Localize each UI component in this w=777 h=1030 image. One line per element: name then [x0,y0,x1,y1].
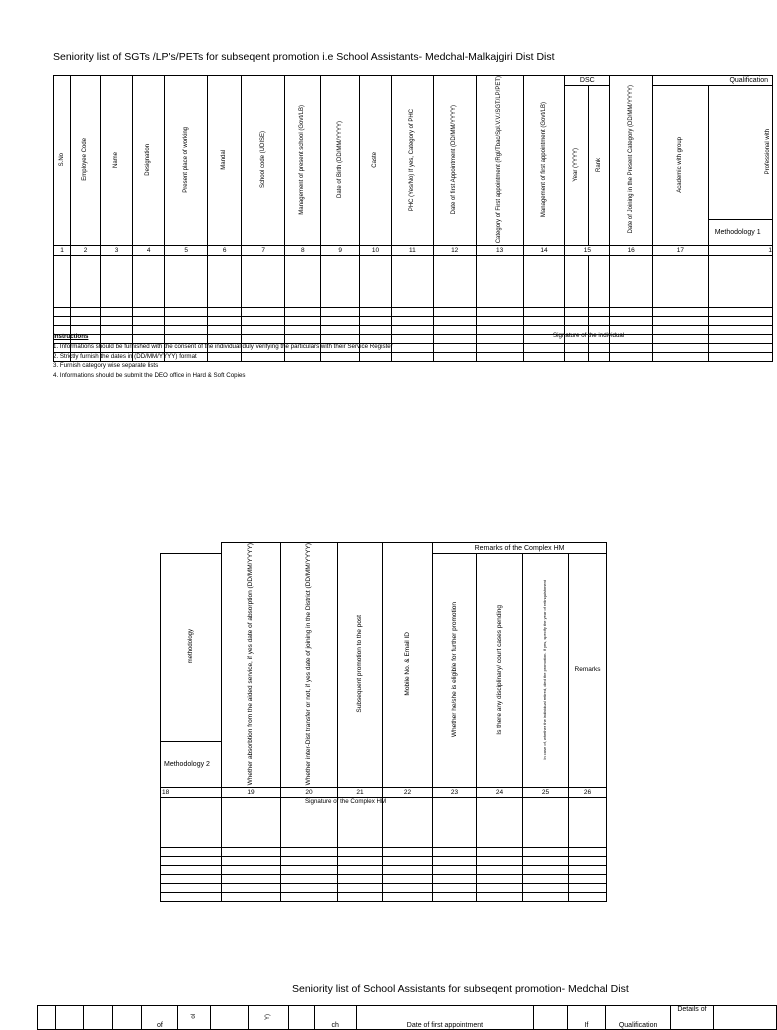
column-number-row: 18 19 20 21 22 23 24 25 26 [161,788,607,798]
seniority-table-1 [53,75,773,362]
col-date-first-appointment-header: Date of first Appointment (DD/MM/YYYY) [433,76,476,246]
col-academic-header: Academic with group [653,86,709,246]
table-row [161,893,607,902]
fragment-e: Date of first appointment [356,1006,533,1030]
col-inter-dist-header: Whether inter-Dist transfer or not, if yes date of joining in the District (DD/MM/YYYY) [281,543,338,788]
fragment-a: of [142,1006,178,1030]
fragment-b: ol [178,1006,211,1030]
col-school-code-header: School code (UDISE) [242,76,285,246]
col-sno-header: S.No [54,76,71,246]
col-relinquish-header: In case of, whether the individual retired, died the promotion. If yes, specify the year of relinquishment [523,554,569,788]
fragment-c: Y) [249,1006,289,1030]
fragment-f: If [567,1006,605,1030]
table-row [161,857,607,866]
section3-title: Seniority list of School Assistants for subseqent promotion- Medchal Dist [292,983,629,995]
col-remarks-header: Remarks [569,554,607,788]
col-professional-header: Professional with [708,86,772,220]
fragment-h: Details of [671,1006,713,1030]
instruction-item: 3. Furnish category wise separate lists [53,362,159,370]
seniority-table-3 [37,1005,777,1030]
col-disciplinary-header: Is there any disciplinary/ court cases pending [477,554,523,788]
column-number-row: 1 2 3 4 5 6 7 8 9 10 11 12 13 14 15 16 17 1 [54,246,773,256]
signature-individual: Signature of the individual [553,332,625,339]
section1-title: Seniority list of SGTs /LP's/PETs for subseqent promotion i.e School Assistants- Medchal-Malkajgiri Dist Dist [53,51,555,63]
methodology-2-header: Methodology 2 [161,741,222,788]
col-employee-code-header: Employee Code [71,76,101,246]
instructions [53,332,393,381]
col-phc-header: PHC (Yes/No) If yes, Category of PHC [392,76,434,246]
remarks-complex-hm-header: Remarks of the Complex HM [433,543,607,554]
col-management-first-header: Management of first appointment (Govt/LB) [523,76,565,246]
fragment-d: ch [314,1006,356,1030]
col-management-present-header: Management of present school (Govt/LB) [285,76,321,246]
methodology-top-header: methodology [161,554,222,742]
col-dsc-year-header: Year (YYYY) [565,86,589,246]
instruction-item: 4. Informations should be submit the DEO office in Hard & Soft Copies [53,372,246,380]
methodology-1-header: Methodology 1 [708,220,772,246]
table-row [161,875,607,884]
col-mandal-header: Mandal [208,76,242,246]
col-dob-header: Date of Birth (DD/MM/YYYY) [321,76,360,246]
col-designation-header: Designation [133,76,165,246]
seniority-table-3-wrapper [37,1005,768,1029]
col-category-first-appointment-header: Category of First appointment (Rgl/Tbac/Spl.V.V./SGT/LP/PET) [476,76,523,246]
seniority-table-2-wrapper [160,542,606,796]
col-caste-header: Caste [359,76,391,246]
table-row [161,798,607,848]
seniority-table-1-wrapper [53,75,772,310]
fragment-g: Qualification [605,1006,670,1030]
col-subsequent-promotion-header: Subsequent promotion to the post [338,543,383,788]
col-mobile-email-header: Mobile No. & Email ID [383,543,433,788]
signature-complex-hm: Signature of the Complex HM [305,798,387,805]
seniority-table-2 [160,542,607,902]
dsc-group-header: DSC [565,76,610,86]
table-row [161,848,607,857]
instruction-item: 2. Strictly furnish the dates in (DD/MM/YYYY) format [53,352,197,360]
table-row [161,884,607,893]
col-absorption-header: Whether absorbtion from the aided service, if yes date of absorption (DD/MM/YYYY) [222,543,281,788]
col-eligible-header: Whether he/she is eligible for further promotion [433,554,477,788]
instructions-heading: Instructions [53,333,89,340]
col-name-header: Name [101,76,133,246]
table-row [54,317,773,326]
table-row [54,256,773,308]
table-row [161,866,607,875]
instruction-item: 1. Informations should be furnished with the consent of the individual duly verifying the particulars with their Service Register [53,342,393,350]
col-dsc-rank-header: Rank [588,86,609,246]
qualification-group-header: Qualification [653,76,773,86]
table-row [54,308,773,317]
col-date-joining-header: Date of Joining in the Present Category (DD/MM/YYYY) [610,76,653,246]
col-present-place-header: Present place of working [165,76,208,246]
